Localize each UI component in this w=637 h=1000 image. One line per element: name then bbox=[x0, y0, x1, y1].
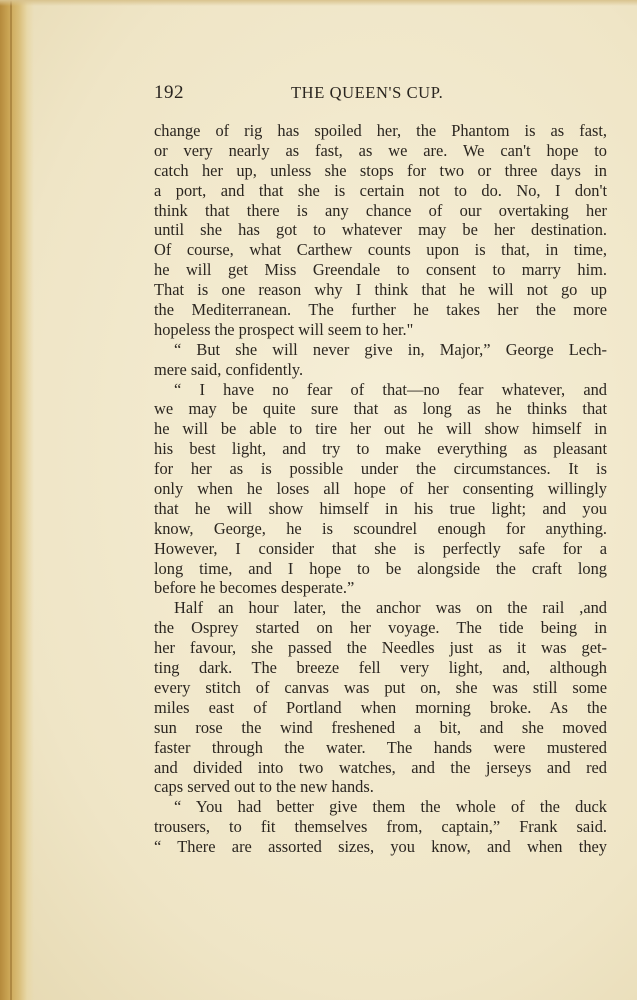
text-line: her favour, she passed the Needles just as it was get- bbox=[154, 638, 607, 658]
text-line: or very nearly as fast, as we are. We can't hope to bbox=[154, 140, 607, 160]
text-line: However, I consider that she is perfectly safe for a bbox=[154, 538, 607, 558]
book-spine-edge bbox=[0, 0, 34, 1000]
text-line: his best light, and try to make everything as pleasant bbox=[154, 439, 607, 459]
text-line: “ There are assorted sizes, you know, and when they bbox=[154, 837, 607, 857]
text-line: change of rig has spoiled her, the Phantom is as fast, bbox=[154, 121, 607, 140]
text-line: think that there is any chance of our overtaking her bbox=[154, 200, 607, 220]
text-line: the Osprey started on her voyage. The tide being in bbox=[154, 618, 607, 638]
body-text bbox=[154, 121, 607, 857]
text-line: and divided into two watches, and the jerseys and red bbox=[154, 757, 607, 777]
text-line: know, George, he is scoundrel enough for anything. bbox=[154, 518, 607, 538]
text-line: Half an hour later, the anchor was on the rail ,and bbox=[174, 598, 607, 618]
text-line: long time, and I hope to be alongside the craft long bbox=[154, 558, 607, 578]
text-line: sun rose the wind freshened a bit, and she moved bbox=[154, 717, 607, 737]
text-line: “ But she will never give in, Major,” George Lech- bbox=[174, 339, 607, 359]
page-top-edge bbox=[0, 0, 637, 6]
text-line: we may be quite sure that as long as he thinks that bbox=[154, 399, 607, 419]
text-line: until she has got to whatever may be her destination. bbox=[154, 220, 607, 240]
text-line: only when he loses all hope of her consenting willingly bbox=[154, 479, 607, 499]
text-line: catch her up, unless she stops for two or three days in bbox=[154, 160, 607, 180]
text-line: “ I have no fear of that—no fear whatever, and bbox=[174, 379, 607, 399]
page-number: 192 bbox=[154, 82, 184, 103]
text-line: a port, and that she is certain not to do. No, I don't bbox=[154, 180, 607, 200]
text-line: that he will show himself in his true light; and you bbox=[154, 498, 607, 518]
running-head: THE QUEEN'S CUP. bbox=[291, 83, 444, 102]
text-line: caps served out to the new hands. bbox=[154, 777, 374, 797]
text-line: the Mediterranean. The further he takes her the more bbox=[154, 300, 607, 320]
spine-fold-line bbox=[10, 0, 12, 1000]
text-line: “ You had better give them the whole of the duck bbox=[174, 797, 607, 817]
text-line: he will be able to tire her out he will show himself in bbox=[154, 419, 607, 439]
text-line: Of course, what Carthew counts upon is that, in time, bbox=[154, 240, 607, 260]
text-line: before he becomes desperate.” bbox=[154, 578, 355, 598]
text-line: trousers, to fit themselves from, captain,” Frank said. bbox=[154, 817, 607, 837]
text-line: for her as is possible under the circumstances. It is bbox=[154, 459, 607, 479]
page-header bbox=[154, 82, 607, 106]
text-line: hopeless the prospect will seem to her." bbox=[154, 319, 414, 339]
text-line: every stitch of canvas was put on, she was still some bbox=[154, 677, 607, 697]
text-line: ting dark. The breeze fell very light, and, although bbox=[154, 658, 607, 678]
text-line: That is one reason why I think that he will not go up bbox=[154, 280, 607, 300]
text-line: miles east of Portland when morning broke. As the bbox=[154, 697, 607, 717]
text-line: mere said, confidently. bbox=[154, 359, 304, 379]
text-line: faster through the water. The hands were mustered bbox=[154, 737, 607, 757]
text-line: he will get Miss Greendale to consent to marry him. bbox=[154, 260, 607, 280]
